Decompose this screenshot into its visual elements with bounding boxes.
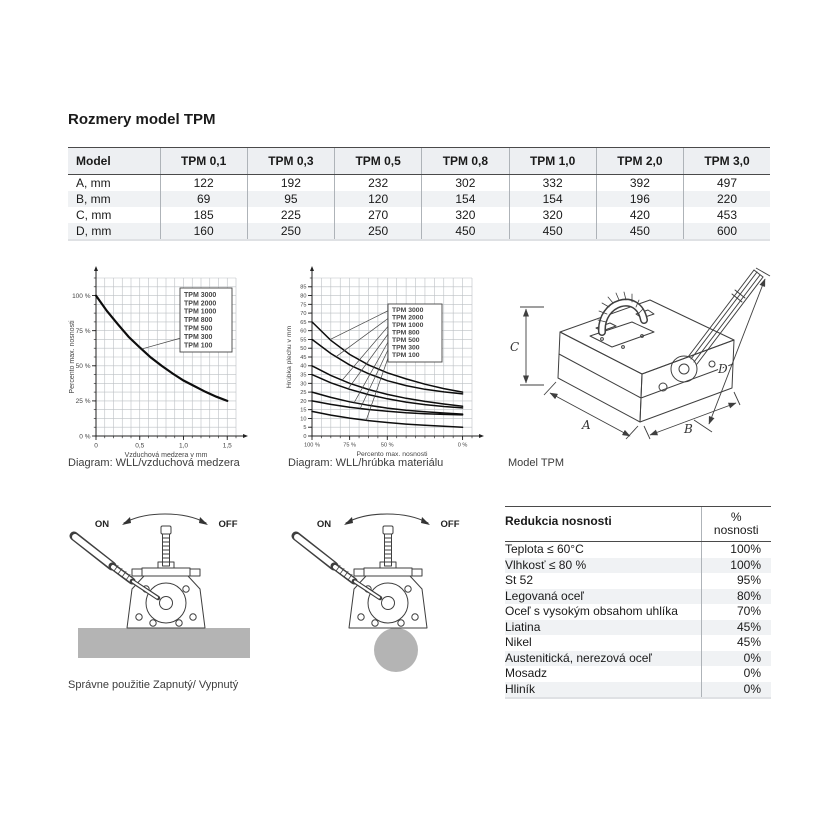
dims-column-header: TPM 1,0 [509,148,596,175]
dims-cell: 232 [335,175,422,192]
svg-text:45: 45 [300,354,307,361]
svg-text:40: 40 [300,363,307,370]
svg-text:60: 60 [300,328,307,335]
dims-column-header: TPM 0,1 [160,148,247,175]
dim-label-c: C [510,340,520,354]
svg-text:Percento max. nosnosti: Percento max. nosnosti [356,451,428,458]
value-header-line1: % [730,510,742,524]
reduction-row-label: Vlhkosť ≤ 80 % [505,558,701,574]
dims-cell: 453 [684,207,771,223]
reduction-table-row [505,589,771,605]
drawing-caption: Model TPM [508,457,565,469]
dims-cell: 225 [247,207,334,223]
magnet-front-view [74,514,208,628]
svg-text:0 %: 0 % [457,442,468,449]
svg-text:30: 30 [300,381,307,388]
svg-text:25: 25 [300,390,307,397]
reduction-row-value: 100% [701,558,771,574]
dims-table-row [68,191,770,207]
magnet-body-isometric [558,270,763,422]
reduction-row-label: St 52 [505,573,534,587]
reduction-row-value: 70% [701,604,771,620]
svg-text:80: 80 [300,293,307,300]
reduction-row-label: Mosadz [505,666,548,680]
svg-text:0,5: 0,5 [135,442,145,450]
reduction-row-value: 0% [701,666,771,682]
dims-cell: 95 [247,191,334,207]
svg-text:Hrúbka plechu v mm: Hrúbka plechu v mm [286,325,293,389]
svg-text:TPM 800: TPM 800 [392,329,420,337]
svg-text:75 %: 75 % [343,442,357,449]
reduction-table-row [505,666,771,682]
reduction-table-row [505,542,771,558]
svg-text:TPM 2000: TPM 2000 [184,300,217,308]
dims-cell: 185 [160,207,247,223]
dims-row-label: C, mm [76,208,112,222]
arrow-right-head [421,517,430,525]
svg-text:85: 85 [300,284,307,291]
reduction-row-value: 45% [701,635,771,651]
svg-text:50 %: 50 % [380,442,394,449]
reduction-table-row [505,635,771,651]
reduction-table-row [505,651,771,667]
dims-cell: 450 [422,223,509,240]
switch-illustration-plate [62,506,262,684]
dims-cell: 154 [422,191,509,207]
svg-text:TPM 1000: TPM 1000 [392,322,424,329]
dims-cell: 154 [509,191,596,207]
svg-text:25 %: 25 % [75,398,91,406]
svg-text:Vzduchová medzera v mm: Vzduchová medzera v mm [124,452,208,459]
svg-text:TPM 300: TPM 300 [392,344,420,352]
svg-text:20: 20 [300,398,307,405]
dims-row-label: D, mm [68,223,160,240]
dims-column-header: Model [68,148,160,175]
arrow-left-head [344,517,353,525]
wll-material-thickness-chart [282,262,487,462]
dims-cell: 250 [335,223,422,240]
reduction-row-label: Nikel [505,635,532,649]
off-label: OFF [440,519,460,530]
svg-text:TPM 1000: TPM 1000 [184,308,217,316]
dims-table-row [68,207,770,223]
reduction-row-value: 0% [701,682,771,699]
reduction-table-title: Redukcia nosnosti [505,507,701,542]
dims-cell: 120 [335,191,422,207]
reduction-row-value: 80% [701,589,771,605]
value-header-line2: nosnosti [713,523,759,537]
dims-cell: 392 [596,175,683,192]
reduction-row-value: 45% [701,620,771,636]
svg-text:100 %: 100 % [304,442,320,449]
svg-text:TPM 100: TPM 100 [184,342,213,350]
reduction-table-row [505,620,771,636]
svg-text:TPM 500: TPM 500 [392,337,420,344]
dims-cell: 250 [247,223,334,240]
dims-column-header: TPM 0,5 [335,148,422,175]
reduction-table-row [505,573,771,589]
svg-text:0 %: 0 % [79,433,91,441]
dims-cell: 196 [596,191,683,207]
wll-air-gap-chart [64,262,259,462]
svg-text:TPM 2000: TPM 2000 [392,314,424,322]
switch-illustration-round-bar [284,506,484,684]
steel-plate [78,628,250,658]
reduction-table [505,506,771,699]
svg-text:5: 5 [303,425,307,432]
svg-text:15: 15 [300,407,307,414]
svg-text:TPM 500: TPM 500 [184,325,213,333]
arrow-right-head [199,517,208,525]
dims-cell: 69 [160,191,247,207]
dims-cell: 302 [422,175,509,192]
dims-cell: 600 [684,223,771,240]
dims-cell: 420 [596,207,683,223]
dim-label-a: A [582,418,591,432]
reduction-row-label: Hliník [505,682,701,699]
arrow-left-head [122,517,131,525]
svg-text:TPM 3000: TPM 3000 [392,307,424,314]
svg-text:55: 55 [300,337,307,344]
reduction-row-label: Liatina [505,620,701,636]
reduction-row-label: Legovaná oceľ [505,589,701,605]
reduction-row-label: Teplota ≤ 60°C [505,542,584,556]
reduction-table-row [505,558,771,574]
on-label: ON [316,519,332,530]
dims-cell: 450 [509,223,596,240]
dims-cell: 332 [509,175,596,192]
dims-cell: 122 [160,175,247,192]
chart2-caption: Diagram: WLL/hrúbka materiálu [288,457,444,469]
dims-cell: 320 [422,207,509,223]
dims-cell: 450 [596,223,683,240]
svg-text:0: 0 [303,433,307,440]
reduction-table-header-row [505,507,771,542]
svg-text:50: 50 [300,346,307,353]
reduction-row-value: 100% [701,542,771,558]
svg-text:TPM 800: TPM 800 [184,317,213,325]
reduction-row-value: 95% [701,573,771,589]
svg-text:75: 75 [300,302,307,309]
svg-text:50 %: 50 % [75,363,91,371]
dims-cell: 160 [160,223,247,240]
dims-cell: 497 [684,175,771,192]
reduction-row-label: Austenitická, nerezová oceľ [505,651,701,667]
page-title: Rozmery model TPM [68,111,216,128]
dims-column-header: TPM 3,0 [684,148,771,175]
dims-cell: 270 [335,207,422,223]
dims-cell: 320 [509,207,596,223]
dims-row-label: B, mm [68,191,160,207]
dim-label-b: B [684,422,693,436]
svg-text:70: 70 [300,311,307,318]
dims-cell: 220 [684,191,771,207]
dims-column-header: TPM 0,3 [247,148,334,175]
dims-table-row [68,175,770,192]
svg-text:75 %: 75 % [75,327,91,335]
steel-round-bar [374,628,418,672]
dims-column-header: TPM 0,8 [422,148,509,175]
dimensions-table-header-row [68,148,770,175]
svg-text:100 %: 100 % [72,292,91,300]
model-tpm-technical-drawing [498,252,776,457]
dims-table-row [68,223,770,240]
reduction-row-label: Oceľ s vysokým obsahom uhlíka [505,604,678,618]
on-label: ON [94,519,110,530]
magnet-front-view [296,514,430,628]
usage-caption: Správne použitie Zapnutý/ Vypnutý [68,679,239,691]
reduction-table-value-header [701,507,771,542]
svg-text:1,0: 1,0 [178,442,189,450]
dims-cell: 192 [247,175,334,192]
svg-text:Percento max. nosnosti: Percento max. nosnosti [69,320,76,394]
dims-row-label: A, mm [76,176,111,190]
dims-column-header: TPM 2,0 [596,148,683,175]
svg-text:10: 10 [300,416,307,423]
dim-label-d: D [718,362,728,376]
reduction-table-row [505,682,771,699]
svg-text:0: 0 [94,442,98,450]
off-label: OFF [218,519,238,530]
svg-text:TPM 300: TPM 300 [184,333,213,341]
dimensions-table [68,147,770,241]
svg-text:TPM 100: TPM 100 [392,352,420,359]
svg-text:1,5: 1,5 [222,442,232,450]
svg-text:TPM 3000: TPM 3000 [184,291,217,299]
chart1-caption: Diagram: WLL/vzduchová medzera [68,457,240,469]
svg-text:65: 65 [300,319,307,326]
reduction-table-row [505,604,771,620]
dimension-lines [520,268,770,439]
svg-text:35: 35 [300,372,307,379]
reduction-row-value: 0% [701,651,771,667]
